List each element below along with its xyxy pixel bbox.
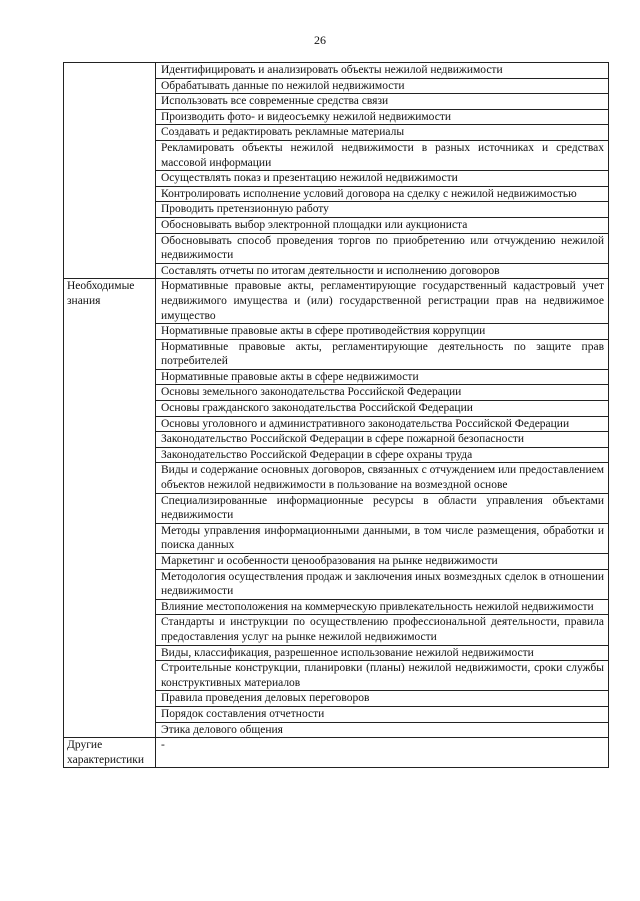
table-cell: Законодательство Российской Федерации в сфере охраны труда	[156, 447, 609, 463]
table-cell: Обосновывать выбор электронной площадки или аукциониста	[156, 217, 609, 233]
table-cell: Основы уголовного и административного законодательства Российской Федерации	[156, 416, 609, 432]
table-cell: Порядок составления отчетности	[156, 706, 609, 722]
table-cell: Законодательство Российской Федерации в сфере пожарной безопасности	[156, 432, 609, 448]
table-cell: -	[156, 738, 609, 768]
requirements-table	[63, 62, 609, 768]
section-label: Другие характеристики	[64, 738, 156, 768]
table-cell: Нормативные правовые акты, регламентирующие государственный кадастровый учет недвижимого имущества и (или) государственной регистрации прав на недвижимое имущество	[156, 279, 609, 324]
section-label	[64, 63, 156, 279]
table-cell: Строительные конструкции, планировки (планы) нежилой недвижимости, сроки службы конструктивных материалов	[156, 661, 609, 691]
table-cell: Проводить претензионную работу	[156, 202, 609, 218]
table-cell: Идентифицировать и анализировать объекты нежилой недвижимости	[156, 63, 609, 79]
table-cell: Нормативные правовые акты в сфере недвижимости	[156, 369, 609, 385]
table-cell: Контролировать исполнение условий договора на сделку с нежилой недвижимостью	[156, 186, 609, 202]
requirements-table-body	[64, 63, 609, 768]
table-cell: Методология осуществления продаж и заключения иных возмездных сделок в отношении недвижимости	[156, 569, 609, 599]
table-cell: Производить фото- и видеосъемку нежилой недвижимости	[156, 109, 609, 125]
table-cell: Нормативные правовые акты, регламентирующие деятельность по защите прав потребителей	[156, 339, 609, 369]
table-cell: Составлять отчеты по итогам деятельности и исполнению договоров	[156, 263, 609, 279]
table-cell: Специализированные информационные ресурсы в области управления объектами недвижимости	[156, 493, 609, 523]
table-row	[64, 63, 609, 79]
table-cell: Методы управления информационными данными, в том числе размещения, обработки и поиска данных	[156, 523, 609, 553]
table-cell: Осуществлять показ и презентацию нежилой недвижимости	[156, 171, 609, 187]
table-cell: Нормативные правовые акты в сфере противодействия коррупции	[156, 324, 609, 340]
table-cell: Стандарты и инструкции по осуществлению профессиональной деятельности, правила предоставления услуг на рынке нежилой недвижимости	[156, 615, 609, 645]
table-cell: Основы земельного законодательства Российской Федерации	[156, 385, 609, 401]
table-cell: Основы гражданского законодательства Российской Федерации	[156, 401, 609, 417]
table-cell: Влияние местоположения на коммерческую привлекательность нежилой недвижимости	[156, 599, 609, 615]
table-cell: Правила проведения деловых переговоров	[156, 691, 609, 707]
table-cell: Рекламировать объекты нежилой недвижимости в разных источниках и средствах массовой информации	[156, 140, 609, 170]
table-cell: Использовать все современные средства связи	[156, 94, 609, 110]
section-label: Необходимые знания	[64, 279, 156, 738]
table-cell: Этика делового общения	[156, 722, 609, 738]
table-row	[64, 738, 609, 768]
page-number: 26	[314, 33, 326, 47]
table-cell: Виды и содержание основных договоров, связанных с отчуждением или предоставлением объектов нежилой недвижимости в пользование на возмездной основе	[156, 463, 609, 493]
table-cell: Обрабатывать данные по нежилой недвижимости	[156, 78, 609, 94]
table-cell: Виды, классификация, разрешенное использование нежилой недвижимости	[156, 645, 609, 661]
table-cell: Создавать и редактировать рекламные материалы	[156, 125, 609, 141]
table-cell: Обосновывать способ проведения торгов по приобретению или отчуждению нежилой недвижимости	[156, 233, 609, 263]
table-row	[64, 279, 609, 324]
table-cell: Маркетинг и особенности ценообразования на рынке недвижимости	[156, 554, 609, 570]
